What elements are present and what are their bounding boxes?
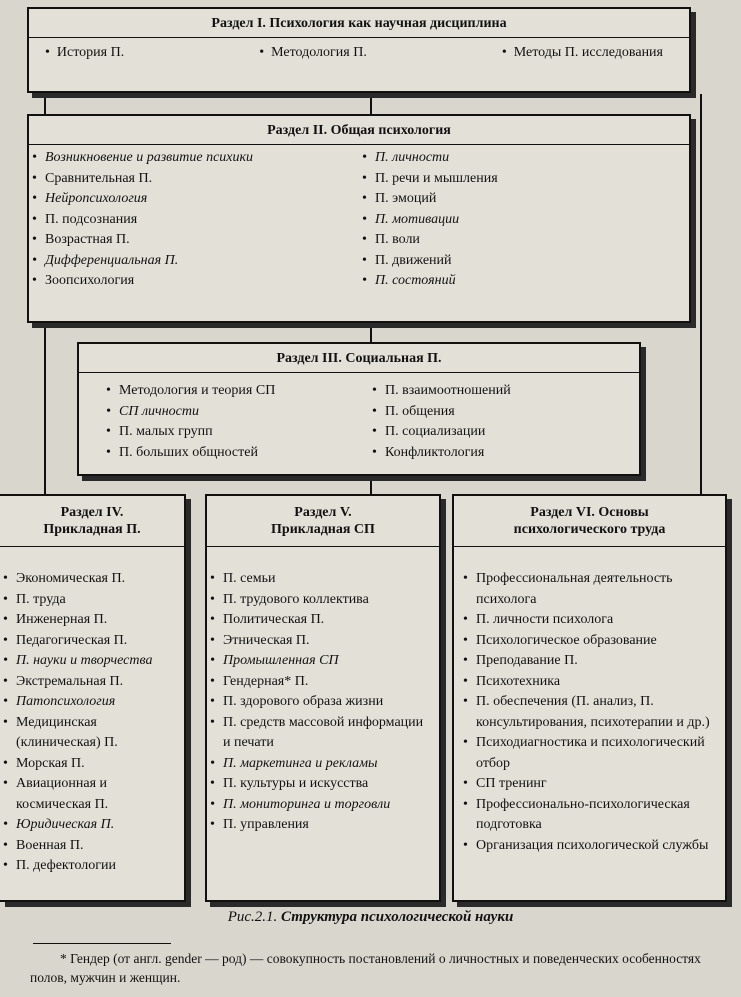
section-1-title: Раздел I. Психология как научная дисциплина: [29, 9, 689, 38]
section-6-title-line1: Раздел VI. Основы: [530, 505, 649, 520]
list-item: • Конфликтология: [369, 443, 619, 464]
list-item: • Инженерная П.: [0, 610, 184, 631]
list-item: • П. состояний: [359, 271, 659, 292]
section-4-title-line1: Раздел IV.: [60, 505, 124, 520]
section-3-title: Раздел III. Социальная П.: [79, 344, 639, 373]
list-item: • П. социализации: [369, 422, 619, 443]
list-item: • П. речи и мышления: [359, 169, 659, 190]
list-item: • Психологическое образование: [460, 631, 717, 652]
list-item: • П. эмоций: [359, 189, 659, 210]
list-item: • Сравнительная П.: [29, 169, 359, 190]
list-item: • П. культуры и искусства: [207, 774, 433, 795]
list-item: • Организация психологической службы: [460, 836, 717, 857]
list-item: • П. мониторинга и торговли: [207, 795, 433, 816]
section-6-title: [454, 496, 725, 547]
section-4-list: [0, 547, 184, 877]
connector-center: [370, 94, 372, 114]
section-1-items: [29, 38, 689, 61]
list-item: • Авиационная и космическая П.: [0, 774, 184, 815]
list-item: • П. мотивации: [359, 210, 659, 231]
section-3-col-2: [369, 381, 619, 463]
list-item: • Преподавание П.: [460, 651, 717, 672]
connector-center-3: [370, 476, 372, 494]
section-5-box: [205, 494, 441, 902]
list-item: • П. малых групп: [103, 422, 369, 443]
list-item: • П. труда: [0, 590, 184, 611]
section-6-list: [454, 547, 725, 856]
list-item: • Экстремальная П.: [0, 672, 184, 693]
section-6-box: [452, 494, 727, 902]
list-item: • Юридическая П.: [0, 815, 184, 836]
list-item: • СП тренинг: [460, 774, 717, 795]
list-item: • Гендерная* П.: [207, 672, 433, 693]
section-3-col-1: [103, 381, 369, 463]
section-4-title: [0, 496, 184, 547]
list-item: • Методология и теория СП: [103, 381, 369, 402]
list-item: • П. дефектологии: [0, 856, 184, 877]
list-item: • Возникновение и развитие психики: [29, 148, 359, 169]
list-item: • П. личности психолога: [460, 610, 717, 631]
list-item: • П. взаимоотношений: [369, 381, 619, 402]
list-item: • Морская П.: [0, 754, 184, 775]
list-item: • П. средств массовой информации и печати: [207, 713, 433, 754]
section-2-box: [27, 114, 691, 323]
section-1-box: [27, 7, 691, 93]
connector-right: [700, 94, 702, 494]
section-5-list: [207, 547, 439, 836]
list-item: • Профессиональная деятельность психолога: [460, 569, 717, 610]
list-item: • П. подсознания: [29, 210, 359, 231]
list-item: • П. больших общностей: [103, 443, 369, 464]
list-item: • П. движений: [359, 251, 659, 272]
section-2-col-1: [29, 148, 359, 292]
list-item: • П. личности: [359, 148, 659, 169]
section-6-title-line2: психологического труда: [513, 522, 666, 537]
list-item: • Профессионально-психологическая подготовка: [460, 795, 717, 836]
list-item: • Экономическая П.: [0, 569, 184, 590]
footnote: * Гендер (от англ. gender — род) — совокупность постановлений о личностных и поведенческих особенностях полов, мужчин и женщин.: [30, 951, 701, 985]
section-4-box: [0, 494, 186, 902]
list-item: • Медицинская (клиническая) П.: [0, 713, 184, 754]
section-4-title-line2: Прикладная П.: [43, 522, 141, 537]
connector-center-2: [370, 322, 372, 342]
list-item: • Патопсихология: [0, 692, 184, 713]
list-item: • Методы П. исследования: [502, 45, 663, 61]
list-item: • П. здорового образа жизни: [207, 692, 433, 713]
list-item: • П. трудового коллектива: [207, 590, 433, 611]
figure-caption: [0, 909, 741, 926]
section-2-title: Раздел II. Общая психология: [29, 116, 689, 145]
list-item: • П. обеспечения (П. анализ, П. консультирования, психотерапии и др.): [460, 692, 717, 733]
section-5-title: [207, 496, 439, 547]
section-2-col-2: [359, 148, 659, 292]
list-item: • СП личности: [103, 402, 369, 423]
list-item: • П. маркетинга и рекламы: [207, 754, 433, 775]
section-3-box: [77, 342, 641, 476]
list-item: • П. воли: [359, 230, 659, 251]
list-item: • Психодиагностика и психологический отбор: [460, 733, 717, 774]
list-item: • П. управления: [207, 815, 433, 836]
list-item: • Промышленная СП: [207, 651, 433, 672]
list-item: • Возрастная П.: [29, 230, 359, 251]
figure-caption-title: Структура психологической науки: [281, 909, 514, 925]
list-item: • Педагогическая П.: [0, 631, 184, 652]
footnote-divider: [33, 943, 171, 944]
list-item: • Психотехника: [460, 672, 717, 693]
section-5-title-line2: Прикладная СП: [271, 522, 375, 537]
list-item: • Зоопсихология: [29, 271, 359, 292]
section-5-title-line1: Раздел V.: [294, 505, 352, 520]
figure-caption-label: Рис.2.1.: [227, 909, 278, 925]
list-item: • П. семьи: [207, 569, 433, 590]
list-item: • Дифференциальная П.: [29, 251, 359, 272]
list-item: • Нейропсихология: [29, 189, 359, 210]
list-item: • Этническая П.: [207, 631, 433, 652]
list-item: • Военная П.: [0, 836, 184, 857]
list-item: • Методология П.: [259, 45, 367, 61]
list-item: • П. науки и творчества: [0, 651, 184, 672]
list-item: • П. общения: [369, 402, 619, 423]
list-item: • Политическая П.: [207, 610, 433, 631]
list-item: • История П.: [45, 45, 124, 61]
